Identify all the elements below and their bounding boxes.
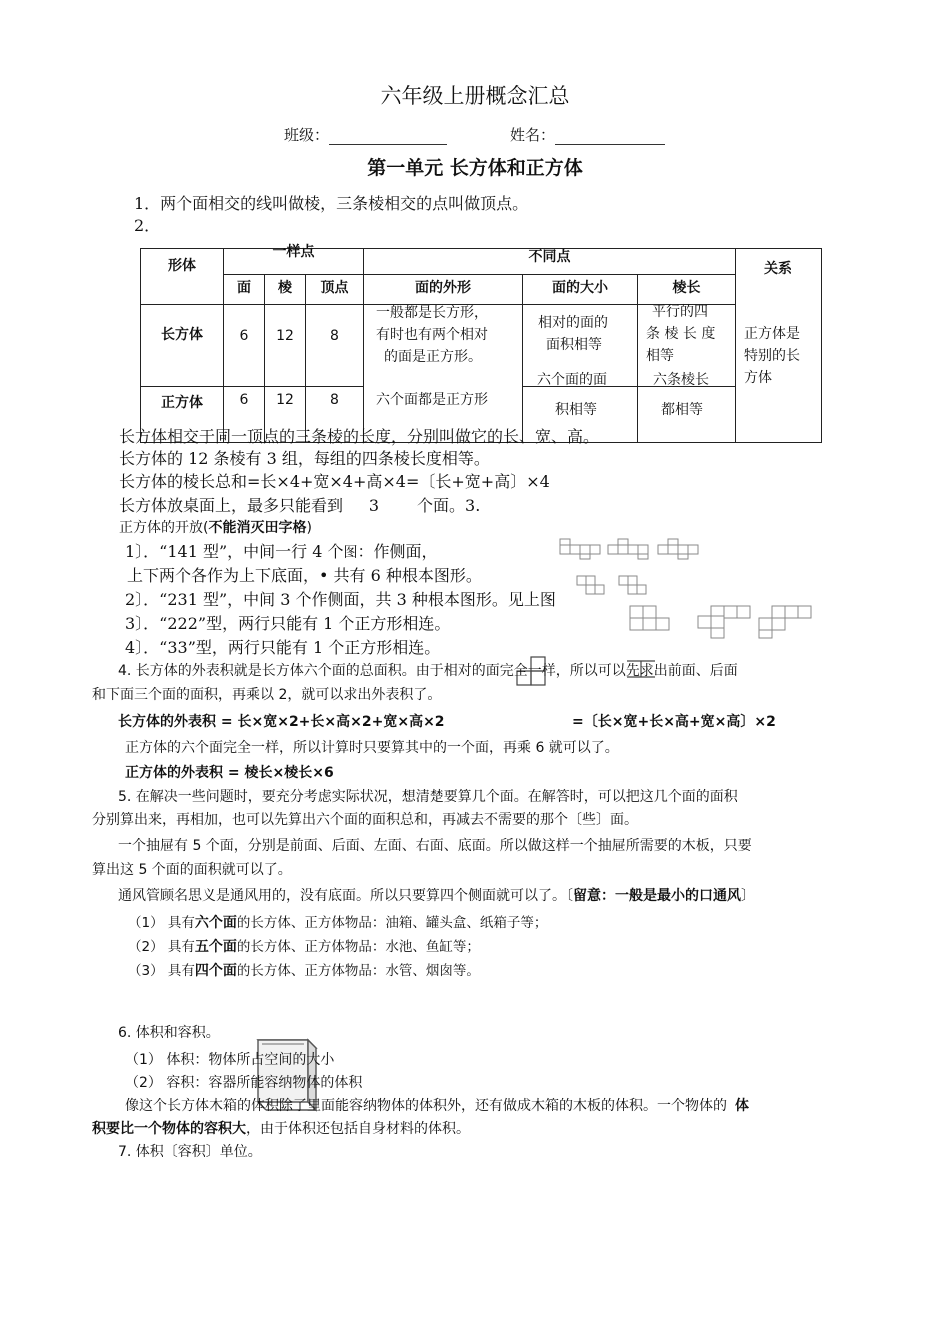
text-part: （1） 具有 xyxy=(128,915,195,931)
text-part: 3 xyxy=(368,496,380,515)
relation-text xyxy=(744,323,800,389)
point-5-line-1: 5. 在解决一些问题时，要充分考虑实际状况，想清楚要算几个面。在解答时，可以把这几个面的面积 xyxy=(118,789,738,805)
table-vline xyxy=(522,274,523,443)
net-type-141 xyxy=(125,539,438,562)
table-vline xyxy=(264,274,265,443)
cube-net-141-image xyxy=(556,538,706,560)
header-edge: 棱 xyxy=(278,280,292,296)
text-part: 〕 xyxy=(741,888,755,904)
row-cuboid-size xyxy=(538,312,608,356)
text-part: 不能消灭田字格 xyxy=(208,520,307,536)
row-cuboid-faces: 6 xyxy=(239,328,249,344)
text-part: 的长方体、正方体物品：水管、烟囱等。 xyxy=(236,963,480,979)
cuboid-area-formula: 长方体的外表积 = 长×宽×2+长×高×2+宽×高×2 xyxy=(118,714,445,730)
row-cube-faces: 6 xyxy=(239,392,249,408)
name-field xyxy=(510,124,665,145)
cuboid-edge-sum-formula: 长方体的棱长总和=长×4+宽×4+高×4=〔长+宽+高〕×4 xyxy=(119,472,550,491)
cell-line: 的面是正方形。 xyxy=(384,349,482,365)
cell-line: 有时也有两个相对 xyxy=(376,327,488,343)
point-4-line-2: 和下面三个面的面积，再乘以 2，就可以求出外表积了。 xyxy=(92,687,442,703)
point-6-heading: 6. 体积和容积。 xyxy=(118,1025,220,1041)
text-part: ) xyxy=(306,520,312,536)
drawer-line-2: 算出这 5 个面的面积就可以了。 xyxy=(92,862,292,878)
net-type-141-cont: 上下两个各作为上下底面，• 共有 6 种根本图形。 xyxy=(127,566,482,585)
volume-definition: （1） 体积：物体所占空间的大小 xyxy=(125,1052,335,1068)
box-explanation-line-2 xyxy=(92,1118,470,1138)
cell-line: 相对的面的 xyxy=(538,315,608,331)
text-part: （2） 具有 xyxy=(128,939,195,955)
point-1: 1．两个面相交的线叫做棱，三条棱相交的点叫做顶点。 xyxy=(134,194,529,213)
class-field xyxy=(284,124,447,145)
text-part: 长方体放桌面上，最多只能看到 xyxy=(119,496,344,515)
header-vertex: 顶点 xyxy=(320,280,349,296)
row-cuboid-edge-length xyxy=(646,301,715,367)
point-5-line-2: 分别算出来，再相加，也可以先算出六个面的面积总和，再减去不需要的那个〔些〕面。 xyxy=(92,812,638,828)
text-part: （3） 具有 xyxy=(128,963,195,979)
point-7-heading: 7. 体积〔容积〕单位。 xyxy=(118,1144,262,1160)
text-part: 留意：一般是最小的口通风 xyxy=(573,888,741,904)
text-part: 通风管顾名思义是通风用的，没有底面。所以只要算四个侧面就可以了。〔 xyxy=(118,888,573,904)
cell-line: 特别的长 xyxy=(744,348,800,364)
five-faces-item xyxy=(128,935,480,956)
text-part: 体 xyxy=(735,1098,749,1114)
text-part: 个面。3. xyxy=(417,496,481,515)
text-part: 正方体的开放( xyxy=(119,520,209,536)
cell-line: 正方体是 xyxy=(744,326,800,342)
row-cuboid-name: 长方体 xyxy=(161,327,203,343)
row-cube-edge-length xyxy=(653,369,709,421)
class-blank xyxy=(329,126,447,145)
drawer-line-1: 一个抽屉有 5 个面，分别是前面、后面、左面、右面、底面。所以做这样一个抽屉所需要的木板，只要 xyxy=(118,838,752,854)
page-title: 六年级上册概念汇总 xyxy=(380,84,570,108)
table-vline xyxy=(637,274,638,443)
text-part: 六个面 xyxy=(194,915,237,931)
cuboid-visible-faces xyxy=(119,493,480,516)
text-part: ，由于体积还包括自身材料的体积。 xyxy=(246,1121,470,1137)
row-cube-edges: 12 xyxy=(276,392,294,408)
row-cuboid-edges: 12 xyxy=(276,328,294,344)
capacity-definition: （2） 容积：容器所能容纳物体的体积 xyxy=(125,1075,363,1091)
name-label: 姓名： xyxy=(510,126,556,144)
text-part: 积要比一个物体的容积大 xyxy=(92,1121,246,1137)
cube-net-heading xyxy=(119,517,312,537)
box-explanation-line-1 xyxy=(125,1095,749,1115)
cell-line: 都相等 xyxy=(661,402,703,418)
four-faces-item xyxy=(128,959,480,980)
cube-net-231-image xyxy=(575,574,655,598)
header-face: 面 xyxy=(237,280,251,296)
table-hline xyxy=(140,386,364,387)
text-part: 五个面 xyxy=(194,939,237,955)
cell-line: 六个面的面 xyxy=(537,372,607,388)
table-vline xyxy=(305,274,306,443)
cube-net-222-image xyxy=(626,602,816,642)
text-part: 的长方体、正方体物品：油箱、罐头盒、纸箱子等； xyxy=(236,915,548,931)
net-type-231: 2〕．“231 型”，中间 3 个作侧面，共 3 种根本图形。见上图 xyxy=(125,590,556,609)
name-blank xyxy=(555,126,665,145)
cell-line: 相等 xyxy=(646,348,674,364)
six-faces-item xyxy=(128,911,547,932)
text-part: 的长方体、正方体物品：水池、鱼缸等； xyxy=(236,939,480,955)
cube-area-explanation: 正方体的六个面完全一样，所以计算时只要算其中的一个面，再乘 6 就可以了。 xyxy=(125,740,619,756)
point-4-line-1: 4. 长方体的外表积就是长方体六个面的总面积。由于相对的面完全一样，所以可以先求出前面、后面 xyxy=(118,663,738,679)
cell-line: 条 棱 长 度 xyxy=(646,326,716,342)
net-type-33: 4〕．“33”型，两行只能有 1 个正方形相连。 xyxy=(125,638,441,657)
cube-area-formula: 正方体的外表积 = 棱长×棱长×6 xyxy=(125,765,334,781)
row-cube-vertices: 8 xyxy=(330,392,339,408)
unit-title: 第一单元 长方体和正方体 xyxy=(367,157,583,179)
cell-line: 面积相等 xyxy=(546,337,602,353)
row-cuboid-vertices: 8 xyxy=(330,328,339,344)
row-cube-name: 正方体 xyxy=(161,395,203,411)
header-same: 一样点 xyxy=(272,244,315,260)
text-part: 四个面 xyxy=(194,963,237,979)
vent-pipe-text xyxy=(118,885,755,905)
point-2: 2． xyxy=(134,216,161,235)
row-cube-shape: 六个面都是正方形 xyxy=(376,392,488,408)
text-part: 图 xyxy=(343,545,358,561)
cell-line: 六条棱长 xyxy=(653,372,709,388)
cell-line: 方体 xyxy=(744,370,772,386)
cell-line: 积相等 xyxy=(555,402,597,418)
row-cube-size xyxy=(537,369,607,421)
text-part: ：作侧面， xyxy=(357,542,438,561)
cuboid-area-formula-factored: =〔长×宽+长×高+宽×高〕×2 xyxy=(572,714,776,730)
cuboid-dimensions-text: 长方体相交于同一顶点的三条棱的长度，分别叫做它的长、宽、高。 xyxy=(119,427,600,446)
cuboid-edge-groups-text: 长方体的 12 条棱有 3 组，每组的四条棱长度相等。 xyxy=(119,449,490,468)
cell-line: 一般都是长方形， xyxy=(376,305,488,321)
net-type-222: 3〕．“222”型，两行只能有 1 个正方形相连。 xyxy=(125,614,451,633)
header-diff: 不同点 xyxy=(528,249,571,265)
header-relation: 关系 xyxy=(764,261,792,277)
text-part: 1〕．“141 型”，中间一行 4 个 xyxy=(125,542,344,561)
header-face-size: 面的大小 xyxy=(552,280,608,296)
header-face-shape: 面的外形 xyxy=(415,280,471,296)
row-cuboid-shape xyxy=(376,302,488,368)
class-label: 班级： xyxy=(284,126,330,144)
header-shape: 形体 xyxy=(168,258,196,274)
header-edge-length: 棱长 xyxy=(672,280,701,296)
table-hline xyxy=(223,274,735,275)
cell-line: 平行的四 xyxy=(652,304,708,320)
text-part: 像这个长方体木箱的体积除了里面能容纳物体的体积外，还有做成木箱的木板的体积。一个物体的 xyxy=(125,1098,727,1114)
